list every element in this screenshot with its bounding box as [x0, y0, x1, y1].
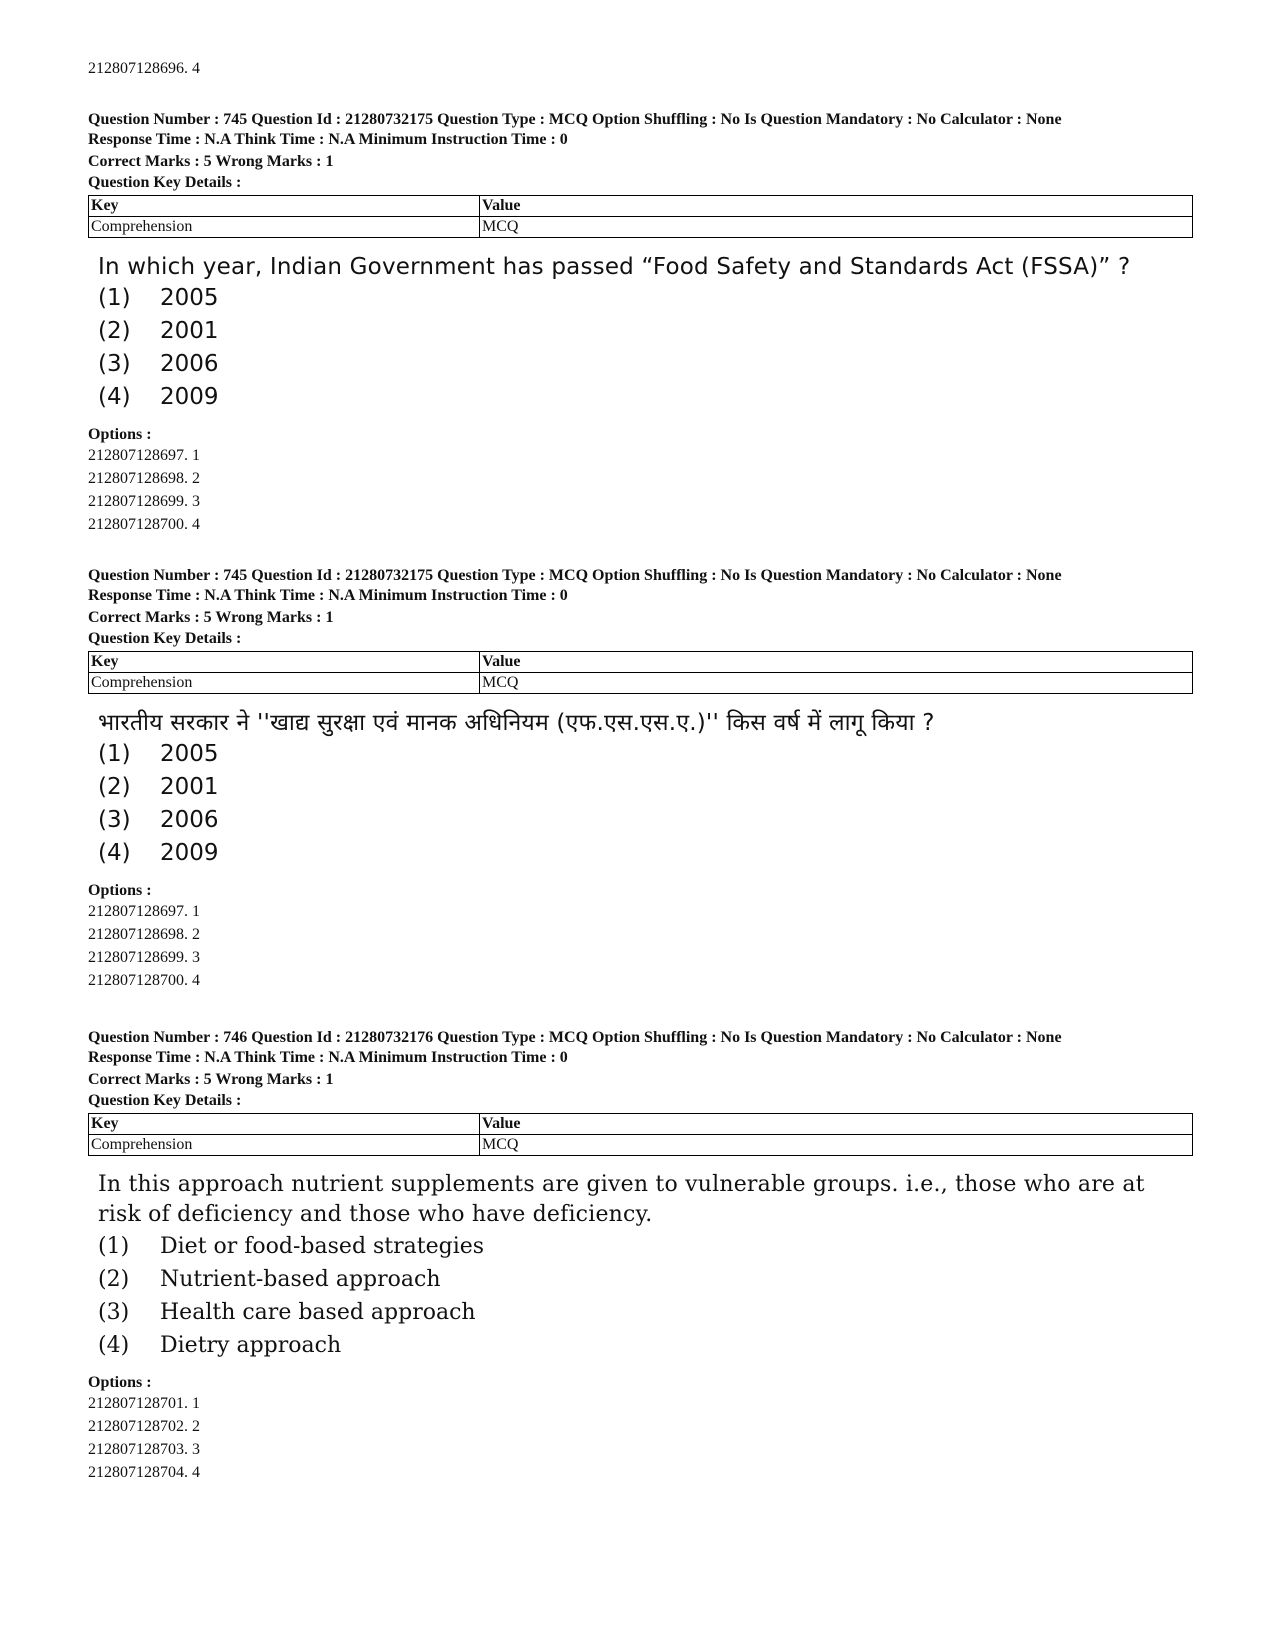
choice-number: (3): [98, 351, 131, 377]
choice-text: Health care based approach: [160, 1300, 476, 1325]
choice-item: [98, 1296, 1193, 1329]
option-id: 212807128699. 3: [88, 493, 200, 510]
option-id: 212807128700. 4: [88, 972, 200, 989]
question-block: [88, 110, 1193, 536]
choice-text: 2005: [160, 285, 219, 311]
option-id: 212807128697. 1: [88, 447, 200, 464]
key-details-table: [88, 651, 1193, 694]
key-details-label: Question Key Details :: [88, 174, 242, 191]
choice-text: 2001: [160, 318, 219, 344]
table-cell-key: Comprehension: [89, 1135, 480, 1156]
choice-item: [98, 804, 1193, 837]
table-row: [89, 673, 1193, 694]
options-label: Options :: [88, 1374, 152, 1391]
choice-number: (2): [98, 774, 131, 800]
choice-text: 2006: [160, 351, 219, 377]
key-details-label: Question Key Details :: [88, 630, 242, 647]
choice-number: (3): [98, 1300, 130, 1325]
question-meta: [88, 1028, 1193, 1068]
choice-item: [98, 381, 1193, 414]
choice-text: Diet or food-based strategies: [160, 1234, 485, 1259]
choice-number: (4): [98, 840, 131, 866]
choice-number: (2): [98, 318, 131, 344]
table-cell-value: MCQ: [480, 217, 1193, 238]
table-row: [89, 1135, 1193, 1156]
question-meta: [88, 110, 1193, 150]
key-details-label: Question Key Details :: [88, 1092, 242, 1109]
choice-item: [98, 348, 1193, 381]
option-id: 212807128698. 2: [88, 470, 200, 487]
page-header-id: 212807128696. 4: [88, 60, 200, 77]
choice-text: 2005: [160, 741, 219, 767]
question-text: भारतीय सरकार ने ''खाद्य सुरक्षा एवं मानक अधिनियम (एफ.एस.एस.ए.)'' किस वर्ष में लागू किया ?: [98, 710, 935, 736]
options-label: Options :: [88, 882, 152, 899]
choice-number: (4): [98, 1333, 130, 1358]
choice-number: (1): [98, 741, 131, 767]
question-text: In this approach nutrient supplements are given to vulnerable groups. i.e., those who are at risk of deficiency and those who have deficiency.: [98, 1172, 1145, 1227]
choice-item: [98, 1329, 1193, 1362]
choice-number: (1): [98, 1234, 130, 1259]
choice-item: [98, 282, 1193, 315]
marks-line: Correct Marks : 5 Wrong Marks : 1: [88, 153, 334, 170]
table-cell-value: MCQ: [480, 673, 1193, 694]
choice-text: 2006: [160, 807, 219, 833]
option-id: 212807128704. 4: [88, 1464, 200, 1481]
choice-number: (1): [98, 285, 131, 311]
choice-item: [98, 1230, 1193, 1263]
option-id: 212807128699. 3: [88, 949, 200, 966]
choice-number: (4): [98, 384, 131, 410]
option-id: 212807128697. 1: [88, 903, 200, 920]
question-text: In which year, Indian Government has passed “Food Safety and Standards Act (FSSA)” ?: [98, 254, 1131, 280]
table-header-key: Key: [89, 196, 480, 217]
table-row: [89, 217, 1193, 238]
table-cell-key: Comprehension: [89, 217, 480, 238]
table-cell-key: Comprehension: [89, 673, 480, 694]
question-block: [88, 566, 1193, 992]
choice-item: [98, 1263, 1193, 1296]
option-id: 212807128700. 4: [88, 516, 200, 533]
choice-item: [98, 315, 1193, 348]
choice-text: 2009: [160, 840, 219, 866]
table-header-value: Value: [480, 1114, 1193, 1135]
table-header-key: Key: [89, 652, 480, 673]
question-meta: [88, 566, 1193, 606]
choice-item: [98, 738, 1193, 771]
option-id: 212807128702. 2: [88, 1418, 200, 1435]
meta-line-2: Response Time : N.A Think Time : N.A Minimum Instruction Time : 0: [88, 1049, 568, 1066]
table-header-value: Value: [480, 652, 1193, 673]
meta-line-1: Question Number : 746 Question Id : 21280732176 Question Type : MCQ Option Shuffling : No Is Question Mandatory : No Calculator : None: [88, 1029, 1062, 1046]
choice-text: Dietry approach: [160, 1333, 342, 1358]
choice-text: 2009: [160, 384, 219, 410]
marks-line: Correct Marks : 5 Wrong Marks : 1: [88, 1071, 334, 1088]
choice-text: 2001: [160, 774, 219, 800]
table-header-row: [89, 1114, 1193, 1135]
table-header-row: [89, 196, 1193, 217]
choice-text: Nutrient-based approach: [160, 1267, 441, 1292]
meta-line-2: Response Time : N.A Think Time : N.A Minimum Instruction Time : 0: [88, 587, 568, 604]
table-header-row: [89, 652, 1193, 673]
option-id: 212807128703. 3: [88, 1441, 200, 1458]
meta-line-1: Question Number : 745 Question Id : 21280732175 Question Type : MCQ Option Shuffling : No Is Question Mandatory : No Calculator : None: [88, 111, 1062, 128]
choice-number: (3): [98, 807, 131, 833]
meta-line-1: Question Number : 745 Question Id : 21280732175 Question Type : MCQ Option Shuffling : No Is Question Mandatory : No Calculator : None: [88, 567, 1062, 584]
key-details-table: [88, 1113, 1193, 1156]
table-cell-value: MCQ: [480, 1135, 1193, 1156]
options-label: Options :: [88, 426, 152, 443]
option-id: 212807128701. 1: [88, 1395, 200, 1412]
question-block: [88, 1028, 1193, 1484]
key-details-table: [88, 195, 1193, 238]
choice-number: (2): [98, 1267, 130, 1292]
choice-item: [98, 771, 1193, 804]
marks-line: Correct Marks : 5 Wrong Marks : 1: [88, 609, 334, 626]
table-header-key: Key: [89, 1114, 480, 1135]
choice-item: [98, 837, 1193, 870]
option-id: 212807128698. 2: [88, 926, 200, 943]
table-header-value: Value: [480, 196, 1193, 217]
meta-line-2: Response Time : N.A Think Time : N.A Minimum Instruction Time : 0: [88, 131, 568, 148]
